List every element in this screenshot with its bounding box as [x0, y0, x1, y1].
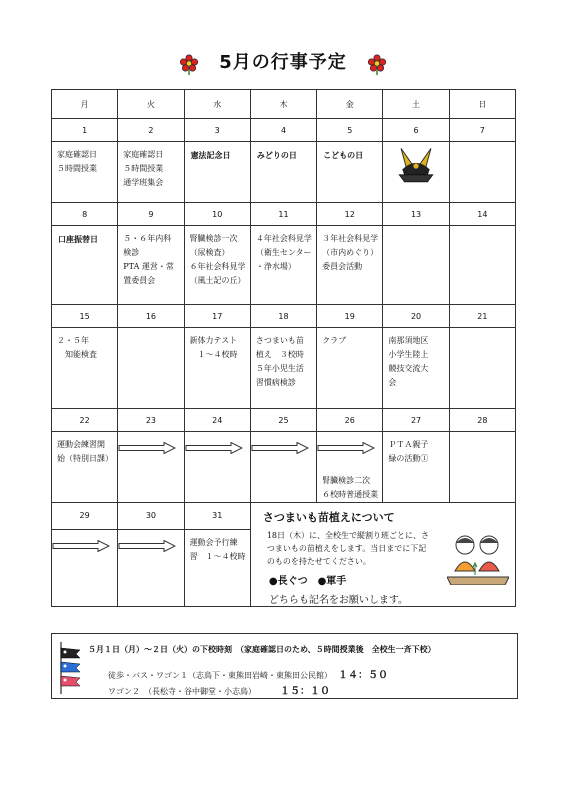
date-number: 9	[118, 203, 184, 226]
date-number: 12	[317, 203, 383, 226]
day-cell	[118, 432, 184, 503]
day-cell	[184, 226, 250, 305]
date-number: 15	[52, 305, 118, 328]
date-row	[52, 203, 516, 226]
kabuto-helmet-icon	[394, 146, 438, 186]
date-number: 14	[449, 203, 515, 226]
date-number: 30	[118, 503, 184, 530]
dismissal-line-2	[108, 682, 330, 697]
arrow-icon	[251, 442, 309, 454]
day-cell	[383, 226, 449, 305]
event-text: ＰＴＡ親子	[388, 440, 429, 449]
day-cell	[118, 226, 184, 305]
arrow-icon	[52, 540, 110, 552]
event-text: 委員会活動	[322, 262, 363, 271]
calendar-table	[51, 89, 516, 607]
day-cell	[383, 432, 449, 503]
weekday-sun: 日	[449, 90, 515, 119]
event-text: 検診	[123, 248, 140, 257]
event-text: 運動会予行練	[189, 537, 238, 547]
dismissal-route-1: 徒歩・バス・ワゴン１（志鳥下・東熊田岩崎・東熊田公民館）	[108, 671, 332, 680]
day-cell	[449, 142, 515, 203]
event-text: さつまいも苗	[255, 336, 304, 345]
day-cell	[250, 328, 316, 409]
flower-icon	[178, 53, 200, 75]
dismissal-route-2: ワゴン２ （長松寺・谷中御堂・小志鳥）	[108, 687, 256, 696]
sweet-potato-note	[250, 503, 515, 607]
day-cell	[118, 142, 184, 203]
date-number: 27	[383, 409, 449, 432]
day-cell	[383, 328, 449, 409]
note-title: さつまいも苗植えについて	[262, 511, 395, 524]
event-row	[52, 432, 516, 503]
date-number: 23	[118, 409, 184, 432]
weekday-mon: 月	[52, 90, 118, 119]
event-text: （衛生センター	[255, 248, 312, 257]
day-cell	[52, 142, 118, 203]
holiday-label: 憲法記念日	[190, 151, 231, 160]
event-text: 習慣病検診	[255, 378, 296, 387]
event-text: 知能検査	[57, 350, 97, 359]
event-text: ５時間授業	[123, 164, 164, 173]
day-cell	[449, 328, 515, 409]
date-number: 31	[184, 503, 250, 530]
event-text: 緑の活動①	[388, 454, 429, 463]
date-number: 17	[184, 305, 250, 328]
dismissal-line-1	[108, 666, 388, 681]
event-text: ３年社会科見学	[322, 234, 379, 243]
event-text: 植え ３校時	[255, 350, 304, 359]
day-cell	[184, 529, 250, 606]
event-text: 腎臓検診一次	[189, 234, 238, 243]
children-planting-illustration	[447, 531, 509, 585]
event-text: １～４校時	[189, 350, 238, 359]
date-number: 13	[383, 203, 449, 226]
event-text: ２・５年	[57, 336, 89, 345]
date-number: 16	[118, 305, 184, 328]
event-text: 腎臓検診二次	[322, 476, 371, 485]
date-number: 25	[250, 409, 316, 432]
event-text: 小学生陸上	[388, 350, 429, 359]
weekday-tue: 火	[118, 90, 184, 119]
date-number: 24	[184, 409, 250, 432]
date-row	[52, 119, 516, 142]
date-number: 21	[449, 305, 515, 328]
date-number: 4	[250, 119, 316, 142]
event-text: ５時間授業	[57, 164, 97, 173]
day-cell	[184, 142, 250, 203]
day-cell	[449, 432, 515, 503]
date-number: 10	[184, 203, 250, 226]
weekday-header-row	[52, 90, 516, 119]
event-text: 始（特別日課）	[57, 454, 113, 463]
event-text: 運動会練習開	[57, 440, 105, 449]
event-text: PTA 運営・常	[123, 262, 174, 271]
event-text: ４年社会科見学	[255, 234, 312, 243]
arrow-icon	[185, 442, 243, 454]
date-number: 28	[449, 409, 515, 432]
event-text: ６年社会科見学	[189, 262, 246, 271]
day-cell	[250, 142, 316, 203]
holiday-label: みどりの日	[256, 151, 297, 160]
event-text: （市内めぐり）	[322, 248, 379, 257]
event-text: ６校時普通授業	[322, 490, 379, 499]
event-row	[52, 142, 516, 203]
date-row	[52, 503, 516, 530]
note-body: 18日（木）に、全校生で縦割り班ごとに、さつまいもの苗植えをします。当日までに下記のものを持たせてください。	[266, 531, 430, 566]
arrow-icon	[118, 540, 176, 552]
dismissal-time-2: １５：１０	[280, 686, 330, 697]
arrow-icon	[317, 442, 375, 454]
day-cell	[250, 432, 316, 503]
flower-icon	[366, 53, 388, 75]
day-cell	[184, 328, 250, 409]
event-text: 会	[388, 378, 397, 387]
note-closing: どちらも記名をお願いします。	[268, 595, 409, 606]
day-cell	[383, 142, 449, 203]
event-text: （尿検査）	[189, 248, 230, 257]
date-number: 22	[52, 409, 118, 432]
weekday-fri: 金	[317, 90, 383, 119]
note-items: ●長ぐつ ●軍手	[268, 576, 347, 587]
weekday-wed: 水	[184, 90, 250, 119]
event-text: 新体力テスト	[189, 336, 238, 345]
day-cell	[118, 529, 184, 606]
event-text: 通学班集会	[123, 178, 164, 187]
date-number: 20	[383, 305, 449, 328]
event-text: 家庭確認日	[123, 150, 164, 159]
date-number: 5	[317, 119, 383, 142]
calendar-body	[52, 119, 516, 607]
event-text: 置委員会	[123, 276, 156, 285]
dismissal-time-1: １４：５０	[338, 670, 388, 681]
day-cell	[184, 432, 250, 503]
arrow-icon	[118, 442, 176, 454]
date-number: 8	[52, 203, 118, 226]
event-text: ・浄水場）	[255, 262, 296, 271]
date-number: 19	[317, 305, 383, 328]
event-text: 競技交流大	[388, 364, 429, 373]
event-row	[52, 328, 516, 409]
date-number: 6	[383, 119, 449, 142]
event-row	[52, 226, 516, 305]
day-cell	[317, 328, 383, 409]
date-number: 18	[250, 305, 316, 328]
day-cell	[449, 226, 515, 305]
event-text: クラブ	[322, 336, 347, 345]
event-text: 習 １～４校時	[189, 551, 246, 561]
date-number: 29	[52, 503, 118, 530]
date-number: 2	[118, 119, 184, 142]
date-number: 1	[52, 119, 118, 142]
event-text: （風土記の丘）	[189, 276, 246, 285]
event-text: ５・６年内科	[123, 234, 172, 243]
day-cell	[52, 432, 118, 503]
holiday-label: こどもの日	[323, 151, 364, 160]
event-text: 南那須地区	[388, 336, 429, 345]
day-cell	[52, 226, 118, 305]
date-row	[52, 409, 516, 432]
weekday-thu: 木	[250, 90, 316, 119]
title-area	[0, 48, 566, 75]
dismissal-heading: ５月１日（月）～２日（火）の下校時刻 （家庭確認日のため、５時間授業後 全校生一斉下校）	[88, 645, 436, 654]
dismissal-info-box	[51, 633, 518, 699]
date-number: 3	[184, 119, 250, 142]
day-cell	[317, 432, 383, 503]
event-text: ５年小児生活	[255, 364, 304, 373]
day-cell	[317, 226, 383, 305]
day-cell	[317, 142, 383, 203]
date-number: 7	[449, 119, 515, 142]
day-cell	[52, 529, 118, 606]
day-cell	[118, 328, 184, 409]
holiday-label: 口座振替日	[58, 235, 98, 244]
koinobori-icon	[58, 640, 84, 694]
date-number: 11	[250, 203, 316, 226]
day-cell	[52, 328, 118, 409]
date-number: 26	[317, 409, 383, 432]
weekday-sat: 土	[383, 90, 449, 119]
page-title: 5月の行事予定	[219, 52, 347, 73]
event-text: 家庭確認日	[57, 150, 97, 159]
date-row	[52, 305, 516, 328]
day-cell	[250, 226, 316, 305]
